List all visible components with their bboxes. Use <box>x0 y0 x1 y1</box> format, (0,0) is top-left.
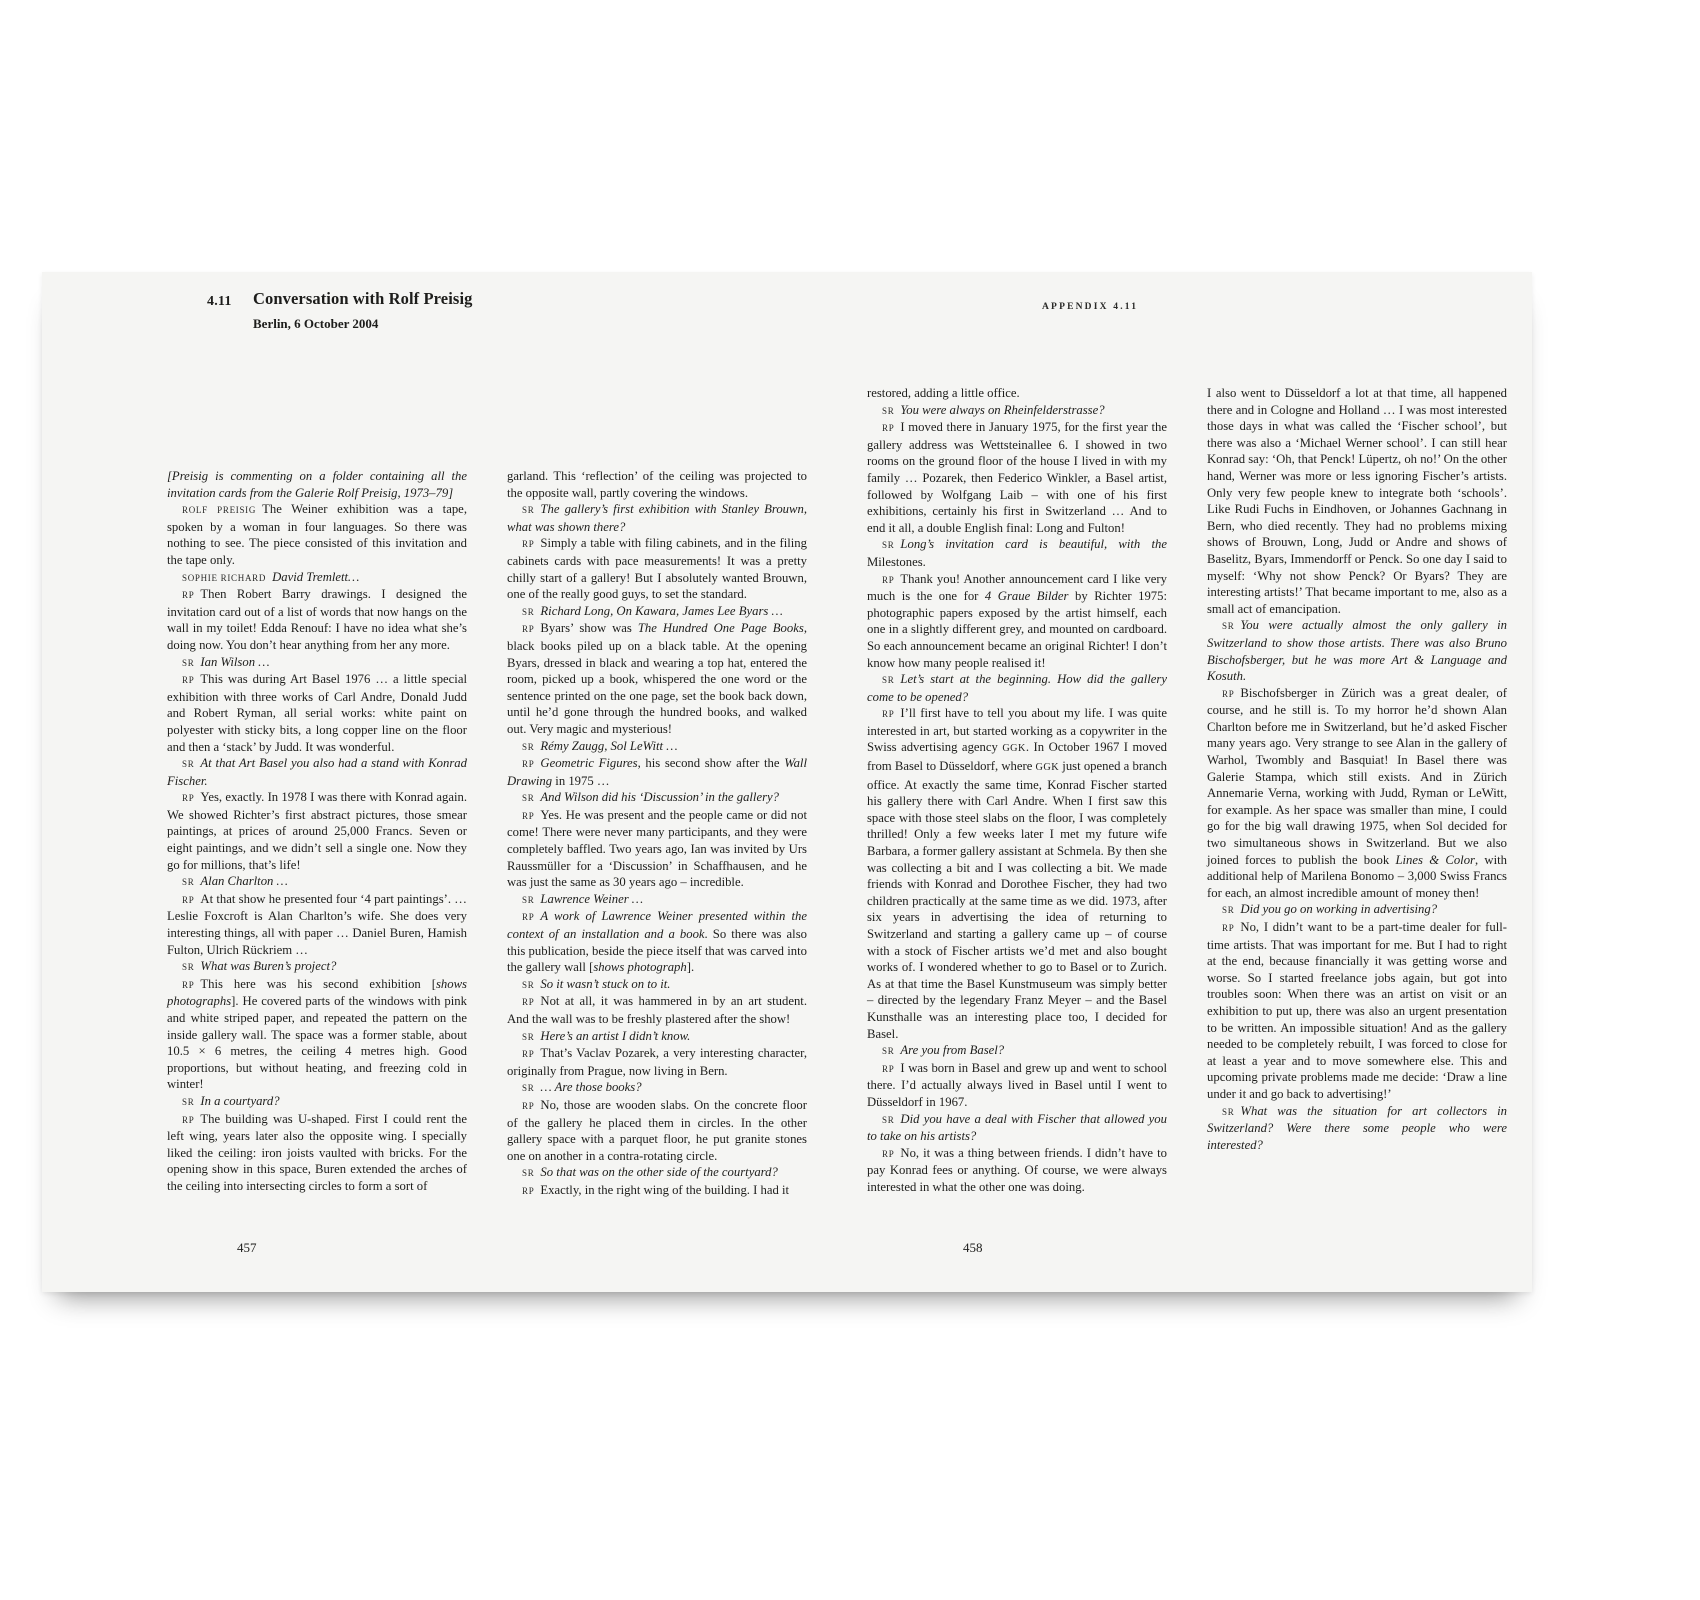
page-number-left: 457 <box>237 1240 257 1255</box>
text-segment: You were actually almost the only gallery in Switzerland to show those artists. There was also Bruno Bischofsberger, but he was more Art & Language and Kosuth. <box>1207 618 1507 684</box>
text-segment: I was born in Basel and grew up and went to school there. I’d actually always lived in Basel until I went to Düsseldorf in 1967. <box>867 1060 1167 1109</box>
speaker-label: RP <box>182 979 195 990</box>
text-segment: At that Art Basel you also had a stand with Konrad Fischer. <box>167 756 467 788</box>
text-segment: Thank you! Another announcement card I like very much is the one for <box>867 571 1167 604</box>
text-segment: Then Robert Barry drawings. I designed the invitation card out of a list of words that now hangs on the wall in my toilet! Edda Renouf: I have no idea what she’s doing now. You don’t hear anything from her any more. <box>167 587 467 652</box>
speaker-label: SR <box>182 962 195 973</box>
speaker-label: SR <box>882 540 895 551</box>
text-segment: This here was his second exhibition [ <box>200 976 436 991</box>
speaker-label: RP <box>182 590 195 601</box>
dialogue-paragraph <box>507 1045 807 1079</box>
dialogue-paragraph <box>507 891 807 909</box>
dialogue-paragraph <box>167 958 467 976</box>
speaker-label: RP <box>522 624 535 635</box>
dialogue-paragraph <box>507 738 807 756</box>
dialogue-paragraph <box>507 755 807 789</box>
speaker-label: SR <box>522 793 535 804</box>
text-segment: At that show he presented four ‘4 part paintings’. … Leslie Foxcroft is Alan Charlton’s wife. She does very interesting things, all with paper … Daniel Buren, Hamish Fulton, Ulrich Rückriem … <box>167 891 467 957</box>
dialogue-paragraph <box>507 1028 807 1046</box>
text-segment: restored, adding a little office. <box>867 386 1020 400</box>
text-segment: Let’s start at the beginning. How did the gallery come to be opened? <box>867 672 1167 704</box>
speaker-label: RP <box>1222 688 1235 699</box>
speaker-label: RP <box>182 675 195 686</box>
dialogue-paragraph <box>167 501 467 568</box>
dialogue-paragraph <box>507 1164 807 1182</box>
text-segment: No, I didn’t want to be a part-time dealer for full-time artists. That was important for me. But I had to right at the end, because financially it was getting worse and worse. So I started freelance jobs again, but got into troubles soon: When there was an artist on visit or an exhibition to put up, there was also an urgent presentation to be written. An impossible situation! And as the gallery needed to be completely rebuilt, I was forced to close for at least a year and to move somewhere else. This and upcoming private problems made me decide: ‘Draw a line under it and go back to advertising!’ <box>1207 920 1507 1101</box>
dialogue-paragraph <box>507 976 807 994</box>
dialogue-paragraph <box>1207 1103 1507 1154</box>
text-segment: What was Buren’s project? <box>200 959 337 974</box>
dialogue-paragraph <box>507 789 807 807</box>
text-segment: just opened a branch office. At exactly the same time, Konrad Fischer started his gallery there with Carl Andre. When I first saw this space with those steel slabs on the floor, I was completely thrilled! Only a few weeks later I met my future wife Barbara, a former gallery assistant at Schmela. By then she was collecting a bit and I was collecting a bit. We made friends with Konrad and Dorothee Fischer, they had two children practically at the same time as we did. 1973, after six years in advertising the idea of returning to Switzerland and starting a gallery came up – of course with a stock of Fischer artists we’d met and also bought works of. I wondered whether to go to Basel or to Zurich. As at that time the Basel Kunstmuseum was simply better – directed by the legendary Franz Meyer – and the Basel Kunsthalle was an interesting place too, I decided for Basel. <box>867 759 1167 1041</box>
dialogue-paragraph <box>867 571 1167 672</box>
dialogue-paragraph <box>1207 617 1507 684</box>
dialogue-paragraph <box>867 385 1167 402</box>
speaker-label: RP <box>522 1049 535 1060</box>
speaker-label: SR <box>522 894 535 905</box>
text-segment: . In October 1967 I moved from Basel to Düsseldorf, where <box>867 740 1167 774</box>
page-number-right: 458 <box>963 1240 983 1255</box>
text-segment: , with additional help of Marilena Bonomo – 3,000 Swiss Francs for each, an almost incredible amount of money then! <box>1207 852 1507 900</box>
dialogue-paragraph <box>867 705 1167 1042</box>
page-subtitle: Berlin, 6 October 2004 <box>253 316 379 331</box>
text-segment: No, it was a thing between friends. I didn’t have to pay Konrad fees or anything. Of course, we were always interested in what the other one was doing. <box>867 1145 1167 1194</box>
text-column-2 <box>507 468 807 1200</box>
text-segment: Geometric Figures <box>540 756 638 771</box>
speaker-label: RP <box>882 709 895 720</box>
speaker-label: RP <box>522 1100 535 1111</box>
text-segment: So it wasn’t stuck on to it. <box>540 976 671 991</box>
dialogue-paragraph <box>167 671 467 755</box>
speaker-label: SR <box>182 877 195 888</box>
speaker-label: SR <box>1222 1106 1235 1117</box>
dialogue-paragraph <box>167 569 467 587</box>
text-segment: The Weiner exhibition was a tape, spoken by a woman in four languages. So there was nothing to see. The piece consisted of this invitation and the tape only. <box>167 502 467 567</box>
page-title: Conversation with Rolf Preisig <box>253 289 473 308</box>
text-segment: . So there was also this publication, beside the piece itself that was carved into the gallery wall [ <box>507 927 807 975</box>
dialogue-paragraph <box>507 468 807 501</box>
speaker-label: SR <box>522 1168 535 1179</box>
text-segment: ]. <box>686 960 695 975</box>
text-segment: by Richter 1975: photographic papers exposed by the artist himself, each one in a slightly different grey, and mounted on cardboard. So each announcement became an original Richter! I don’t know how many people realised it! <box>867 589 1167 670</box>
text-segment: I moved there in January 1975, for the first year the gallery address was Wettsteinallee 6. I showed in two rooms on the ground floor of the house I lived in with my family … Pozarek, then Federico Winkler, a Basel artist, followed by Wolfgang Laib – with one of his first exhibitions, certainly his first in Switzerland … And to end it all, a double English final: Long and Fulton! <box>867 420 1167 535</box>
speaker-label: RP <box>522 912 535 923</box>
dialogue-paragraph <box>167 873 467 891</box>
speaker-label: SR <box>182 759 195 770</box>
text-segment: [Preisig is commenting on a folder containing all the invitation cards from the Galerie Rolf Preisig, 1973–79] <box>167 469 467 500</box>
text-segment: The Hundred One Page Books <box>637 621 804 636</box>
text-segment: David Tremlett… <box>272 569 360 584</box>
speaker-label: SR <box>522 979 535 990</box>
speaker-label: SR <box>522 1031 535 1042</box>
text-segment: Here’s an artist I didn’t know. <box>540 1028 691 1043</box>
speaker-label: RP <box>882 1148 895 1159</box>
text-segment: The building was U-shaped. First I could rent the left wing, years later also the opposite wing. I specially liked the ceiling: iron joists vaulted with bricks. For the opening show in this space, Buren extended the arches of the ceiling into intersecting circles to form a sort of <box>167 1111 467 1193</box>
speaker-label: SR <box>522 606 535 617</box>
text-segment: Not at all, it was hammered in by an art student. And the wall was to be freshly plastered after the show! <box>507 994 807 1026</box>
text-segment: In a courtyard? <box>200 1093 280 1108</box>
text-segment: Are you from Basel? <box>900 1043 1005 1058</box>
dialogue-paragraph <box>507 908 807 975</box>
text-segment: Simply a table with filing cabinets, and in the filing cabinets cards with pace measurements! It was a pretty chilly start of a gallery! But I absolutely wanted Brouwn, one of the really good guys, to set the standard. <box>507 536 807 602</box>
text-segment: Did you go on working in advertising? <box>1240 902 1438 917</box>
speaker-label: SR <box>522 1083 535 1094</box>
text-segment: shows photographs <box>167 976 467 1009</box>
text-column-3 <box>867 385 1167 1196</box>
text-segment: Lines & Color <box>1395 852 1475 867</box>
dialogue-paragraph <box>867 671 1167 705</box>
dialogue-paragraph <box>1207 385 1507 617</box>
speaker-label: SOPHIE RICHARD <box>182 572 267 583</box>
text-segment: Yes, exactly. In 1978 I was there with Konrad again. We showed Richter’s first abstract pictures, those smear paintings, at prices of around 25,000 Francs. Seven or eight paintings, and we didn’t sell a single one. Now they go for millions, that’s life! <box>167 790 467 872</box>
speaker-label: SR <box>1222 621 1235 632</box>
text-segment: So that was on the other side of the courtyard? <box>540 1165 778 1180</box>
speaker-label: ROLF PREISIG <box>182 505 257 516</box>
speaker-label: RP <box>182 1114 195 1125</box>
speaker-label: RP <box>882 1063 895 1074</box>
text-segment: Yes. He was present and the people came or did not come! There were never many participants, and they were completely baffled. Two years ago, Ian was invited by Urs Raussmüller for a ‘Discussion’ in Schaffhausen, and he was just the same as 30 years ago – incredible. <box>507 807 807 890</box>
speaker-label: RP <box>522 810 535 821</box>
speaker-label: RP <box>522 997 535 1008</box>
speaker-label: RP <box>522 759 535 770</box>
text-segment: , his second show after the <box>637 756 785 771</box>
text-segment: No, those are wooden slabs. On the concrete floor of the gallery he placed them in circles. In the other gallery space with a parquet floor, he put granite stones one on another in a contra-rotating circle. <box>507 1097 807 1163</box>
speaker-label: RP <box>882 574 895 585</box>
text-segment: Long’s invitation card is beautiful, with the <box>900 537 1167 552</box>
text-segment: , black books piled up on a black table. At the opening Byars, dressed in black and wearing a top hat, entered the room, picked up a book, whispered the one word or the sentence printed on the one page, set the book back down, until he’d gone through the hundred books, and walked out. Very magic and mysterious! <box>507 621 807 736</box>
text-segment: Ian Wilson … <box>200 654 270 669</box>
speaker-label: SR <box>882 1046 895 1057</box>
dialogue-paragraph <box>867 402 1167 420</box>
text-segment: Lawrence Weiner … <box>540 891 644 906</box>
dialogue-paragraph <box>507 807 807 891</box>
text-segment: Alan Charlton … <box>200 874 288 889</box>
dialogue-paragraph <box>167 755 467 789</box>
text-segment: … Are those books? <box>540 1080 642 1095</box>
text-segment: Did you have a deal with Fischer that allowed you to take on his artists? <box>867 1111 1167 1144</box>
dialogue-paragraph <box>507 993 807 1027</box>
text-segment: What was the situation for art collectors in Switzerland? Were there some people who were interested? <box>1207 1103 1507 1152</box>
text-segment: Bischofsberger in Zürich was a great dealer, of course, and he still is. To my horror he’d shown Alan Charlton before me in Switzerland, but he’d asked Fischer many years ago. Very strange to see Alan in the gallery of Warhol, Twombly and Basquiat! In Basel there was Galerie Stampa, which still exists. And in Zürich Annemarie Verna, working with Judd, Ryman or LeWitt, for example. As her space was smaller than mine, I could go for the big wall drawing 1975, when Sol decided for two simultaneous shows in Switzerland. But we also joined forces to publish the book <box>1207 685 1507 867</box>
speaker-label: RP <box>182 793 195 804</box>
appendix-header: APPENDIX 4.11 <box>1042 302 1139 312</box>
speaker-label: RP <box>522 1185 535 1196</box>
text-segment: That’s Vaclav Pozarek, a very interesting character, originally from Prague, now living in Bern. <box>507 1046 807 1078</box>
speaker-label: SR <box>882 1114 895 1125</box>
speaker-label: SR <box>1222 905 1235 916</box>
dialogue-paragraph <box>1207 901 1507 919</box>
dialogue-paragraph <box>507 1182 807 1200</box>
dialogue-paragraph <box>507 1097 807 1164</box>
dialogue-paragraph <box>867 536 1167 570</box>
text-segment: Milestones. <box>867 554 926 569</box>
text-segment: garland. This ‘reflection’ of the ceiling was projected to the opposite wall, partly covering the windows. <box>507 469 807 500</box>
text-segment: I’ll first have to tell you about my life. I was quite interested in art, but started working as a copywriter in the Swiss advertising agency <box>867 706 1167 755</box>
speaker-label: RP <box>182 894 195 905</box>
text-segment: Byars’ show was <box>540 621 638 636</box>
text-column-4 <box>1207 385 1507 1153</box>
text-segment: in 1975 … <box>552 773 610 788</box>
text-segment: Exactly, in the right wing of the building. I had it <box>540 1182 790 1197</box>
text-segment: You were always on Rheinfelderstrasse? <box>900 402 1105 417</box>
text-segment: Rémy Zaugg, Sol LeWitt … <box>540 738 678 753</box>
section-number: 4.11 <box>207 294 232 309</box>
text-segment: GGK <box>1035 762 1060 774</box>
dialogue-paragraph <box>867 1042 1167 1060</box>
dialogue-paragraph <box>507 603 807 621</box>
speaker-label: SR <box>182 1096 195 1107</box>
speaker-label: SR <box>522 505 535 516</box>
speaker-label: RP <box>882 423 895 434</box>
dialogue-paragraph <box>507 535 807 602</box>
text-segment: The gallery’s first exhibition with Stanley Brouwn, what was shown there? <box>507 502 807 534</box>
text-segment: I also went to Düsseldorf a lot at that time, all happened there and in Cologne and Holland … I was most interested those days in what was called the ‘Fischer school’, but there was also a ‘Michael Werner school’. I can still hear Konrad say: ‘Oh, that Penck! Lüpertz, oh no!’ On the other hand, Werner was more or less ignoring Fischer’s artists. Only very few people knew to integrate both ‘schools’. Like Rudi Fuchs in Eindhoven, or Johannes Gachnang in Bern, who died recently. They had no problems mixing shows of Brouwn, Long, Judd or Andre and shows of Baselitz, Byars, Immendorff or Penck. So one day I said to myself: ‘Why not show Penck? Or Byars? They are interesting artists!’ That became important to me, also as a small act of emancipation. <box>1207 386 1507 616</box>
book-spread <box>42 272 1532 1292</box>
dialogue-paragraph <box>167 1111 467 1195</box>
text-segment: 4 Graue Bilder <box>984 589 1069 604</box>
speaker-label: SR <box>882 675 895 686</box>
text-segment: This was during Art Basel 1976 … a little special exhibition with three works of Carl Andre, Donald Judd and Robert Ryman, all serial works: white paint on polyester with sticky bits, a long copper line on the floor and then a ‘stack’ by Judd. It was wonderful. <box>167 672 467 754</box>
dialogue-paragraph <box>867 1060 1167 1111</box>
text-segment: GGK <box>1002 743 1026 755</box>
text-column-1 <box>167 468 467 1195</box>
dialogue-paragraph <box>167 976 467 1093</box>
dialogue-paragraph <box>867 1145 1167 1196</box>
dialogue-paragraph <box>167 789 467 873</box>
dialogue-paragraph <box>167 586 467 653</box>
speaker-label: RP <box>1222 923 1235 933</box>
speaker-label: SR <box>882 405 895 416</box>
dialogue-paragraph <box>167 1093 467 1111</box>
dialogue-paragraph <box>167 468 467 501</box>
text-segment: ]. He covered parts of the windows with pink and white striped paper, and repeated the pattern on the inside gallery wall. The space was a former stable, about 10.5 × 6 metres, the ceiling 4 metres high. Good proportions, but without heating, and freezing cold in winter! <box>167 994 467 1092</box>
dialogue-paragraph <box>167 891 467 958</box>
dialogue-paragraph <box>867 419 1167 536</box>
dialogue-paragraph <box>507 501 807 535</box>
dialogue-paragraph <box>507 620 807 737</box>
text-segment: A work of Lawrence Weiner presented within the context of an installation and a book <box>507 909 807 942</box>
speaker-label: SR <box>182 657 195 668</box>
speaker-label: SR <box>522 741 535 752</box>
text-segment: shows photograph <box>593 960 687 975</box>
dialogue-paragraph <box>507 1079 807 1097</box>
dialogue-paragraph <box>1207 919 1507 1103</box>
text-segment: Wall Drawing <box>507 756 807 788</box>
dialogue-paragraph <box>867 1111 1167 1145</box>
dialogue-paragraph <box>167 654 467 672</box>
speaker-label: RP <box>522 539 535 550</box>
text-segment: Richard Long, On Kawara, James Lee Byars … <box>540 603 783 618</box>
dialogue-paragraph <box>1207 685 1507 902</box>
text-segment: And Wilson did his ‘Discussion’ in the gallery? <box>540 790 780 805</box>
